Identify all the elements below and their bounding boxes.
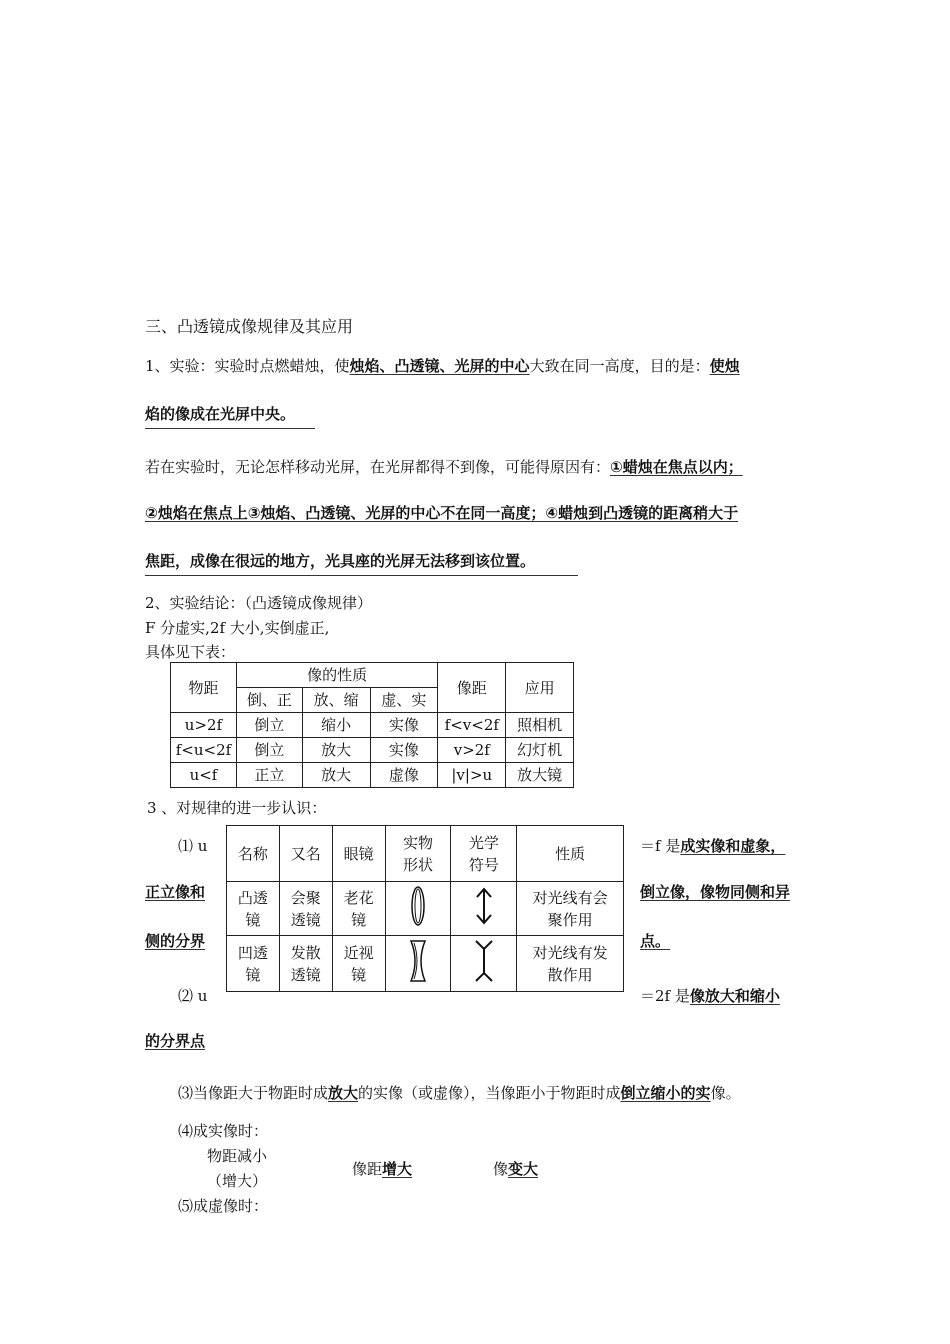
cell-name	[227, 882, 280, 936]
cell-shape	[385, 882, 451, 936]
item4-object-2: （增大）	[207, 1172, 268, 1190]
cell-orientation: 倒立	[236, 713, 302, 738]
cell-property-2: 聚作用	[547, 910, 593, 929]
item4: ⑷成实像时：	[178, 1122, 269, 1140]
experiment-paragraph	[145, 355, 740, 376]
cell-glasses-2: 镜	[351, 910, 367, 929]
header-glasses: 眼镜	[332, 826, 385, 882]
cell-orientation: 倒立	[236, 738, 302, 763]
item1-right-2: 倒立像，像物同侧和异	[640, 883, 791, 901]
cell-image-distance: v>2f	[438, 738, 506, 763]
reasons-paragraph	[145, 456, 743, 477]
item2-right	[640, 985, 780, 1006]
cell-object-distance: u>2f	[171, 713, 237, 738]
item3-a: ⑶当像距大于物距时成	[178, 1084, 329, 1102]
item3-c: 像。	[710, 1084, 741, 1102]
cell-size: 放大	[302, 763, 370, 788]
item4-image-key: 增大	[382, 1160, 413, 1178]
cell-symbol	[451, 882, 517, 936]
subheader-size: 放、缩	[302, 688, 370, 713]
cell-alias	[279, 936, 332, 992]
cell-symbol	[451, 936, 517, 992]
header-shape-2: 形状	[403, 855, 434, 874]
table-row	[171, 738, 574, 763]
convex-lens-icon	[403, 884, 433, 928]
imaging-rules-table	[170, 662, 574, 788]
header-application: 应用	[506, 663, 574, 713]
cell-application: 幻灯机	[506, 738, 574, 763]
item4-image-size	[493, 1158, 538, 1179]
lens-comparison-table	[226, 825, 624, 992]
item1-left-3: 侧的分界	[145, 932, 206, 950]
subheader-orientation: 倒、正	[236, 688, 302, 713]
item1-left-2: 正立像和	[145, 883, 206, 901]
cell-property	[517, 882, 624, 936]
cell-name-2: 镜	[245, 910, 261, 929]
cell-shape	[385, 936, 451, 992]
item1-right	[640, 835, 785, 856]
cell-real-virtual: 实像	[370, 713, 438, 738]
further-title: 3 、对规律的进一步认识：	[147, 799, 327, 817]
concave-lens-icon	[403, 937, 433, 985]
cell-image-distance: f<v<2f	[438, 713, 506, 738]
cell-alias-2: 透镜	[290, 910, 321, 929]
cell-real-virtual: 虚像	[370, 763, 438, 788]
subheader-real-virtual: 虚、实	[370, 688, 438, 713]
inward-arrow-icon	[469, 937, 499, 985]
item1-right-3: 点。	[640, 932, 671, 950]
conclusion-title: 2、实验结论：（凸透镜成像规律）	[145, 594, 373, 612]
cell-image-distance: |v|>u	[438, 763, 506, 788]
cell-name-1: 凹透	[237, 943, 268, 962]
cell-glasses-1: 近视	[343, 943, 374, 962]
header-symbol	[451, 826, 517, 882]
header-shape	[385, 826, 451, 882]
cell-application: 放大镜	[506, 763, 574, 788]
item1-prefix: ⑴ u	[178, 837, 208, 855]
item4-image-distance	[352, 1158, 412, 1179]
item3-b: 的实像（或虚像），当像距小于物距时成	[358, 1084, 621, 1102]
cell-property-1: 对光线有会	[532, 888, 608, 907]
reason-2: ②烛焰在焦点上③烛焰、凸透镜、光屏的中心不在同一高度；④蜡烛到凸透镜的距离稍大于	[145, 504, 739, 522]
table-header-row	[227, 826, 624, 882]
item1-right-text: ＝f 是	[640, 837, 681, 855]
cell-size: 缩小	[302, 713, 370, 738]
item2-line-2: 的分界点	[145, 1032, 206, 1050]
cell-object-distance: u<f	[171, 763, 237, 788]
cell-glasses-2: 镜	[351, 965, 367, 984]
cell-glasses-1: 老花	[343, 888, 374, 907]
table-row	[227, 882, 624, 936]
header-shape-1: 实物	[403, 833, 434, 852]
cell-orientation: 正立	[236, 763, 302, 788]
item4-object-1: 物距减小	[207, 1147, 268, 1165]
double-arrow-icon	[469, 884, 499, 928]
conclusion-see-table: 具体见下表：	[145, 643, 236, 661]
item4-size-key: 变大	[508, 1160, 539, 1178]
item3-key-2: 倒立缩小的实	[620, 1084, 711, 1102]
cell-application: 照相机	[506, 713, 574, 738]
cell-glasses	[332, 936, 385, 992]
header-property: 性质	[517, 826, 624, 882]
cell-size: 放大	[302, 738, 370, 763]
item2-key: 像放大和缩小	[689, 987, 780, 1005]
cell-property	[517, 936, 624, 992]
item4-size-a: 像	[493, 1160, 509, 1178]
header-alias: 又名	[279, 826, 332, 882]
cell-alias	[279, 882, 332, 936]
cell-object-distance: f<u<2f	[171, 738, 237, 763]
cell-alias-1: 发散	[290, 943, 321, 962]
reason-1: ①蜡烛在焦点以内；	[610, 458, 743, 476]
reason-3: 焦距，成像在很远的地方，光具座的光屏无法移到该位置。	[145, 552, 536, 570]
experiment-key-1: 烛焰、凸透镜、光屏的中心	[349, 357, 530, 375]
divider	[145, 575, 578, 576]
divider	[145, 428, 315, 429]
cell-name-2: 镜	[245, 965, 261, 984]
table-row	[171, 763, 574, 788]
header-symbol-2: 符号	[468, 855, 499, 874]
item2-prefix: ⑵ u	[178, 987, 208, 1005]
header-name: 名称	[227, 826, 280, 882]
table-row	[171, 713, 574, 738]
header-object-distance: 物距	[171, 663, 237, 713]
cell-alias-1: 会聚	[290, 888, 321, 907]
reasons-prefix: 若在实验时，无论怎样移动光屏，在光屏都得不到像，可能得原因有：	[145, 458, 611, 476]
table-header-row	[171, 663, 574, 688]
experiment-mid: 大致在同一高度，目的是：	[529, 357, 710, 375]
header-image-nature: 像的性质	[236, 663, 437, 688]
item4-image-a: 像距	[352, 1160, 383, 1178]
experiment-purpose-b: 焰的像成在光屏中央。	[145, 405, 296, 423]
cell-glasses	[332, 882, 385, 936]
experiment-prefix: 1、实验：实验时点燃蜡烛，使	[145, 357, 350, 375]
cell-name	[227, 936, 280, 992]
item5: ⑸成虚像时：	[178, 1197, 269, 1215]
item1-key: 成实像和虚象，	[680, 837, 786, 855]
experiment-purpose-a: 使烛	[709, 357, 740, 375]
item3-key-1: 放大	[328, 1084, 359, 1102]
header-symbol-1: 光学	[468, 833, 499, 852]
cell-property-2: 散作用	[547, 965, 593, 984]
header-image-distance: 像距	[438, 663, 506, 713]
cell-real-virtual: 实像	[370, 738, 438, 763]
conclusion-mnemonic: F 分虚实,2f 大小,实倒虚正,	[145, 619, 330, 637]
cell-alias-2: 透镜	[290, 965, 321, 984]
cell-name-1: 凸透	[237, 888, 268, 907]
table-row	[227, 936, 624, 992]
item2-right-text: ＝2f 是	[640, 987, 690, 1005]
item3	[178, 1082, 741, 1103]
section-title: 三、凸透镜成像规律及其应用	[145, 317, 354, 336]
cell-property-1: 对光线有发	[532, 943, 608, 962]
